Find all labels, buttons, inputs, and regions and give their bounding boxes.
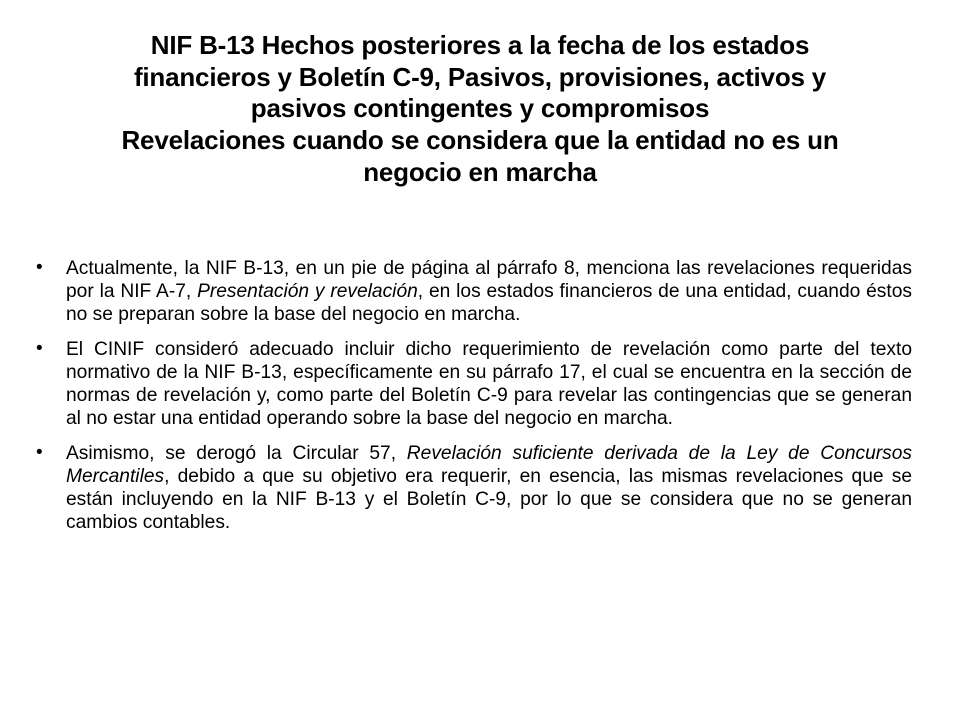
bullet-icon: •	[36, 442, 43, 464]
title-line: pasivos contingentes y compromisos	[250, 93, 710, 124]
slide-title	[30, 30, 930, 189]
bullet-icon: •	[36, 257, 43, 278]
bullet-text: , en los estados financieros de una entidad, cuando éstos no se preparan sobre la base del negocio en marcha.	[66, 281, 912, 326]
title-line: financieros y Boletín C-9, Pasivos, provisiones, activos y	[133, 61, 827, 92]
bullet-text: El CINIF consideró adecuado incluir dicho requerimiento de revelación como parte del texto normativo de la NIF B-13, específicamente en su párrafo 17, el cual se encuentra en la sección de normas de revelación y, como parte del Boletín C-9 para revelar las contingencias que se generan al no estar una entidad operando sobre la base del negocio en marcha.	[66, 339, 912, 430]
bullet-list	[36, 257, 912, 546]
title-line: NIF B-13 Hechos posteriores a la fecha de los estados	[150, 30, 810, 60]
bullet-text: , debido a que su objetivo era requerir, en esencia, las mismas revelaciones que se están incluyendo en la NIF B-13 y el Boletín C-9, por lo que se considera que no se generan cambios contables.	[66, 466, 912, 534]
bullet-icon: •	[36, 338, 43, 360]
bullet-emphasis: Revelación suficiente derivada de la Ley de Concursos Mercantiles	[66, 443, 913, 488]
bullet-item	[36, 442, 912, 534]
bullet-item	[36, 338, 912, 430]
bullet-emphasis: Presentación y revelación	[197, 281, 418, 303]
bullet-item	[36, 257, 912, 326]
bullet-text: Asimismo, se derogó la Circular 57,	[66, 443, 407, 465]
subtitle-line: negocio en marcha	[363, 156, 597, 187]
bullet-text: Actualmente, la NIF B-13, en un pie de página al párrafo 8, menciona las revelaciones requeridas por la NIF A-7,	[66, 258, 912, 303]
subtitle-line: Revelaciones cuando se considera que la entidad no es un	[121, 125, 839, 156]
